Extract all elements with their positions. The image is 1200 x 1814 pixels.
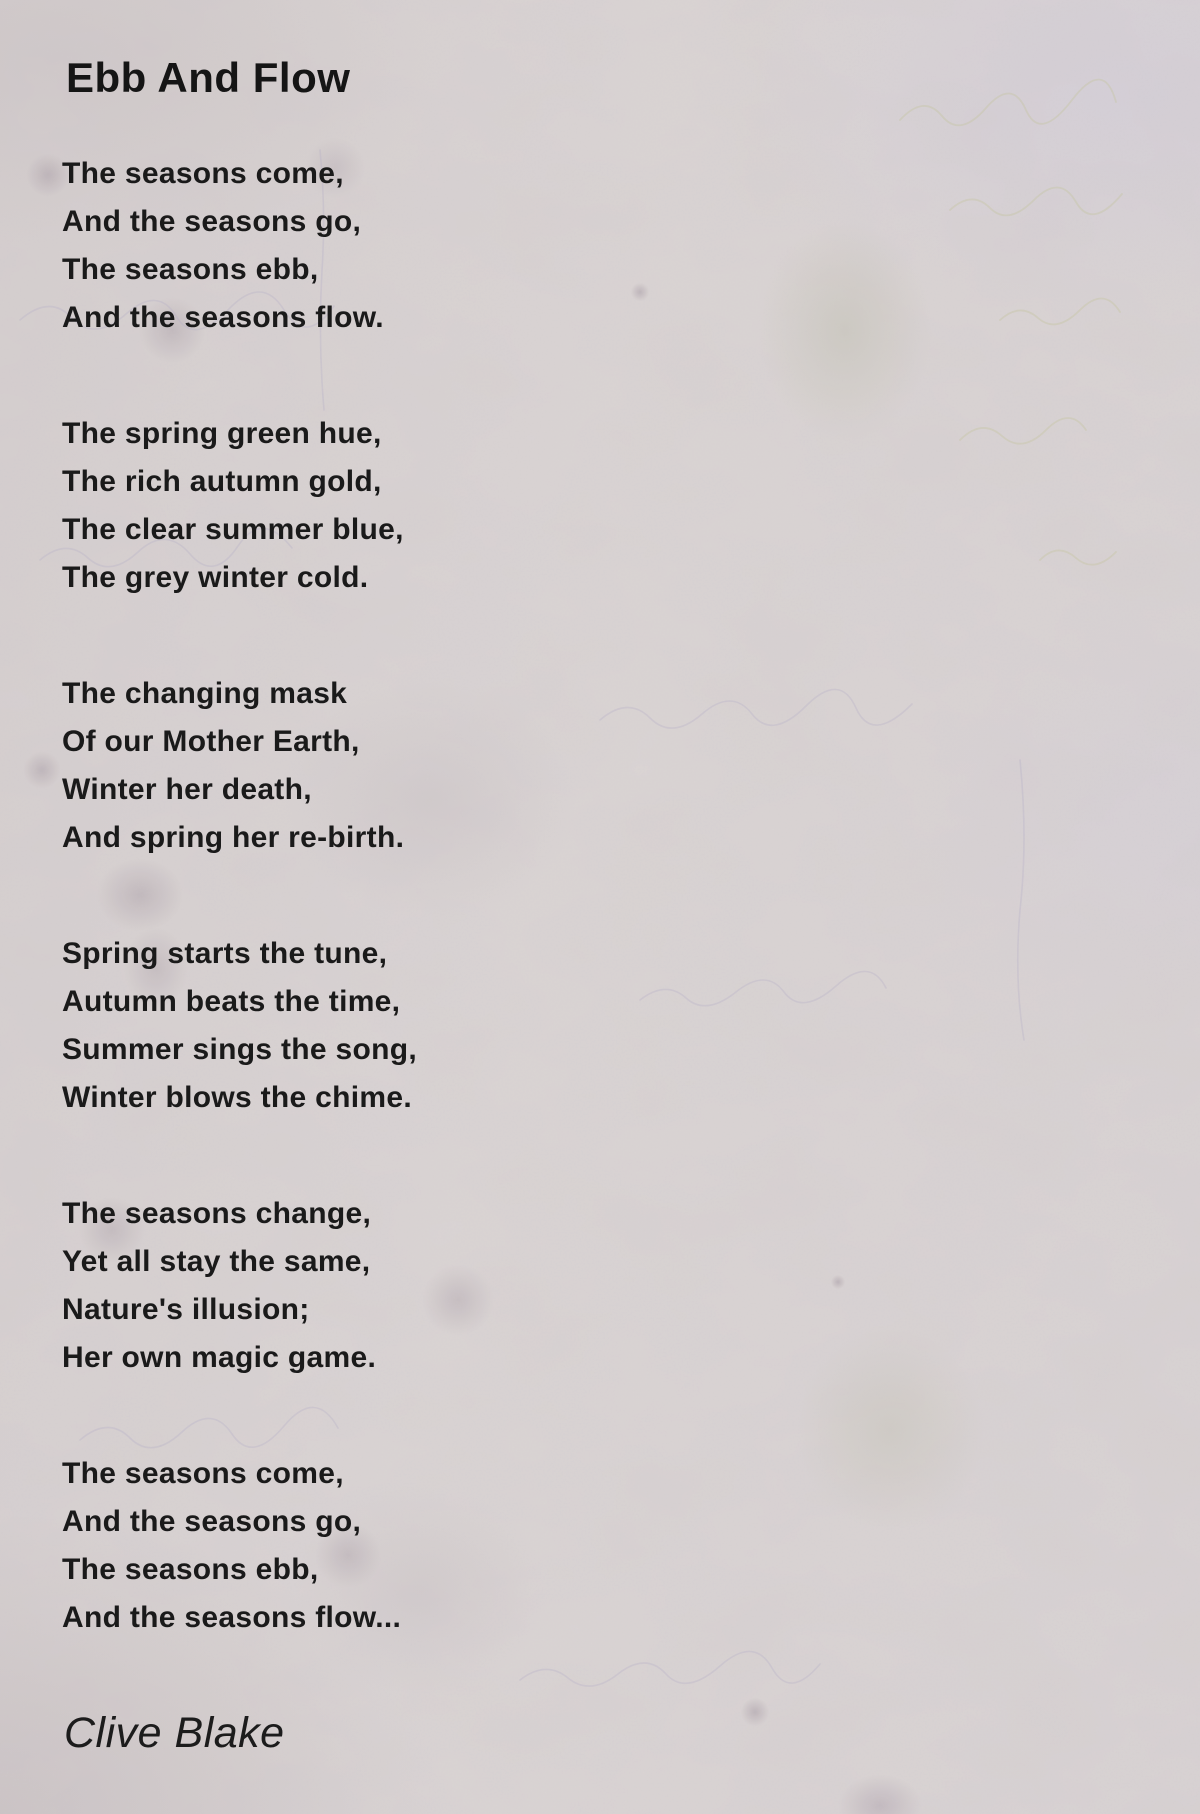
poem-stanza-5	[62, 1190, 1062, 1382]
poem-line: The changing mask	[62, 677, 348, 710]
poem-author: Clive Blake	[64, 1709, 285, 1757]
poem-line: The seasons ebb,	[62, 253, 319, 286]
poem-line: The clear summer blue,	[62, 513, 404, 546]
poem-line: And the seasons go,	[62, 205, 362, 238]
poem-line: And the seasons flow...	[62, 1601, 402, 1634]
poem-stanza-1	[62, 150, 1062, 342]
poem-stanza-3	[62, 670, 1062, 862]
poem-line: Winter blows the chime.	[62, 1081, 413, 1114]
poem-line: Autumn beats the time,	[62, 985, 401, 1018]
poem-line: And the seasons go,	[62, 1505, 362, 1538]
poem-title: Ebb And Flow	[66, 54, 351, 101]
poem-line: Winter her death,	[62, 773, 312, 806]
poem-stanza-6	[62, 1450, 1062, 1642]
poem-line: The seasons come,	[62, 157, 344, 190]
poem-line: Of our Mother Earth,	[62, 725, 360, 758]
poem-stanza-2	[62, 410, 1062, 602]
poem-line: Her own magic game.	[62, 1341, 377, 1374]
poem-line: The seasons ebb,	[62, 1553, 319, 1586]
poem-line: The seasons come,	[62, 1457, 344, 1490]
poem-line: The spring green hue,	[62, 417, 382, 450]
poem-line: And the seasons flow.	[62, 301, 384, 334]
poem-line: Yet all stay the same,	[62, 1245, 371, 1278]
poem-line: Nature's illusion;	[62, 1293, 310, 1326]
poem-line: Spring starts the tune,	[62, 937, 388, 970]
poem-stanza-4	[62, 930, 1062, 1122]
poem-line: The grey winter cold.	[62, 561, 369, 594]
poem-line: Summer sings the song,	[62, 1033, 417, 1066]
poem-line: And spring her re-birth.	[62, 821, 405, 854]
poem-line: The rich autumn gold,	[62, 465, 382, 498]
poem-line: The seasons change,	[62, 1197, 372, 1230]
